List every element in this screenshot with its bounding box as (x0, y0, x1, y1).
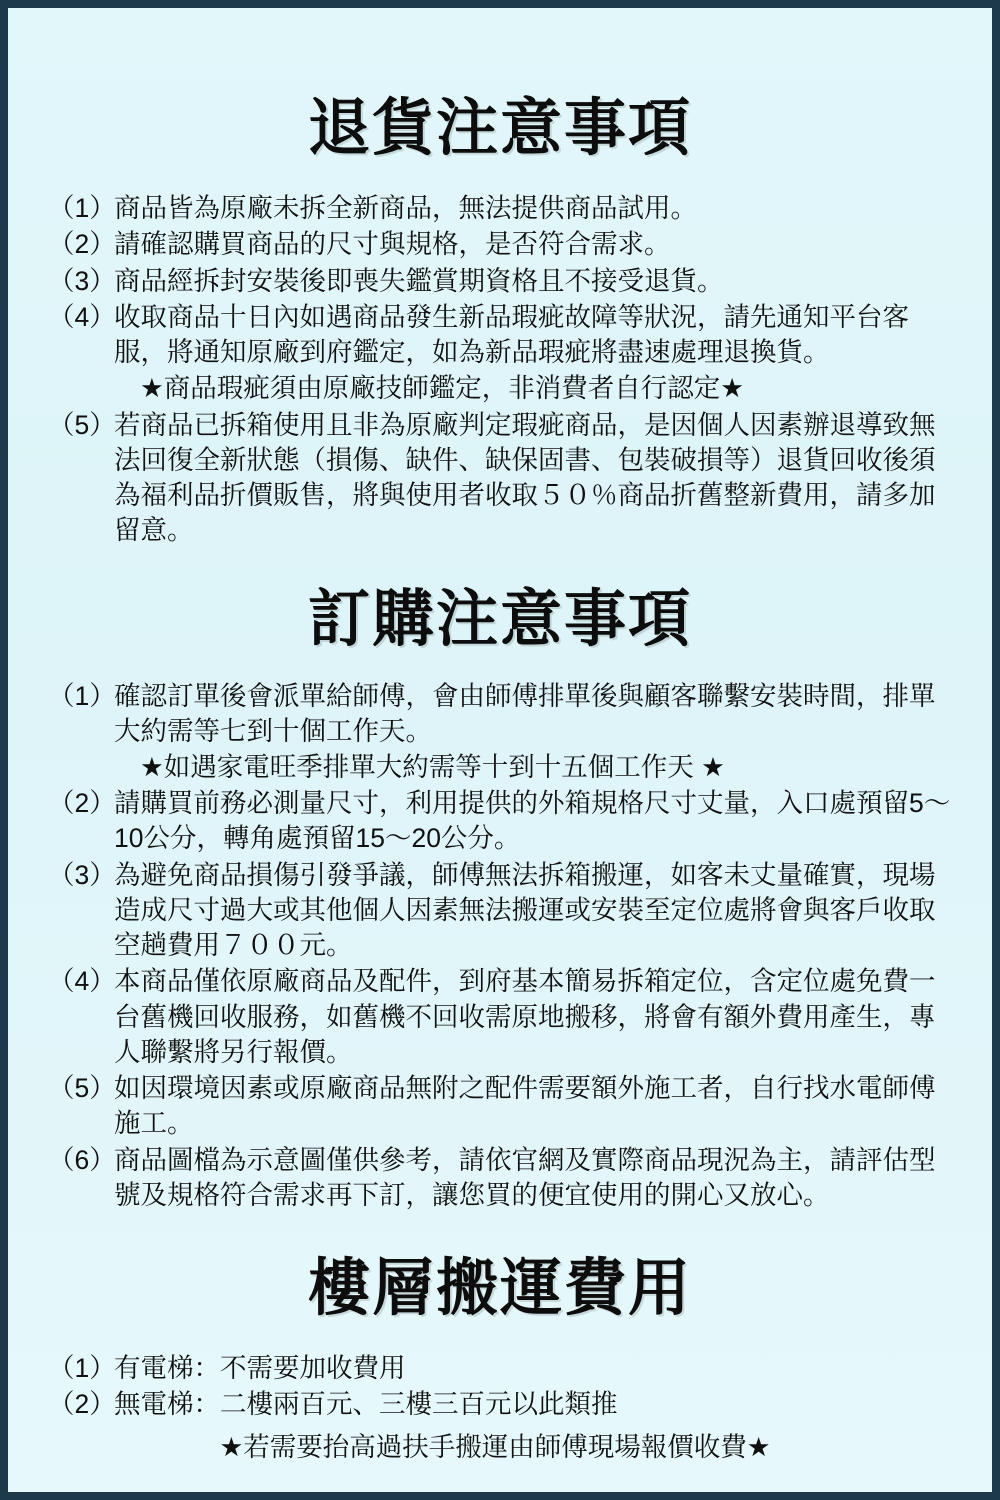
list-text: 有電梯：不需要加收費用 (114, 1353, 406, 1384)
floor-fee-section (8, 1214, 992, 1324)
floor-fee-list (48, 1351, 952, 1422)
list-text: 商品圖檔為示意圖僅供參考，請依官網及實際商品現況為主，請評估型號及規格符合需求再下訂，讓您買的便宜使用的開心又放心。 (114, 1144, 936, 1210)
list-item (48, 858, 952, 964)
list-text: 如因環境因素或原廠商品無附之配件需要額外施工者，自行找水電師傅施工。 (114, 1073, 936, 1139)
list-text: 確認訂單後會派單給師傅，會由師傅排單後與顧客聯繫安裝時間，排單大約需等七到十個工作天。 (114, 680, 936, 746)
list-item (48, 1071, 952, 1141)
list-text: 為避免商品損傷引發爭議，師傅無法拆箱搬運，如客未丈量確實，現場造成尺寸過大或其他個人因素無法搬運或安裝至定位處將會與客戶收取空趟費用７００元。 (114, 859, 936, 961)
order-policy-heading: 訂購注意事項 (307, 585, 692, 655)
list-item (48, 227, 952, 262)
list-text: 若商品已拆箱使用且非為原廠判定瑕疵商品，是因個人因素辦退導致無法回復全新狀態（損傷、缺件、缺保固書、包裝破損等）退貨回收後須為福利品折價販售，將與使用者收取５０％商品折舊整新費用，請多加留意。 (114, 409, 936, 546)
order-policy-list (48, 679, 952, 1214)
list-marker: （2） (48, 1389, 116, 1420)
list-note (48, 371, 952, 406)
list-marker: （1） (48, 1353, 116, 1384)
list-text: 商品皆為原廠未拆全新商品，無法提供商品試用。 (114, 193, 697, 224)
notice-page (8, 8, 992, 1492)
return-policy-section (8, 8, 992, 161)
list-item (48, 1351, 952, 1386)
list-marker: （5） (48, 409, 116, 440)
list-marker: （3） (48, 859, 116, 890)
list-text: 無電梯：二樓兩百元、三樓三百元以此類推 (114, 1389, 618, 1420)
list-text: 商品經拆封安裝後即喪失鑑賞期資格且不接受退貨。 (114, 265, 724, 296)
list-item (48, 786, 952, 856)
list-marker: （2） (48, 229, 116, 260)
list-marker: （4） (48, 966, 116, 997)
peak-season-note: ★如遇家電旺季排單大約需等十到十五個工作天 ★ (140, 752, 725, 782)
list-text: 請購買前務必測量尺寸，利用提供的外箱規格尺寸丈量，入口處預留5～10公分，轉角處預留15～20公分。 (114, 788, 951, 854)
list-item (48, 264, 952, 299)
list-item (48, 191, 952, 226)
return-policy-list (48, 191, 952, 548)
list-marker: （1） (48, 193, 116, 224)
defect-inspection-note: ★商品瑕疵須由原廠技師鑑定，非消費者自行認定★ (140, 373, 745, 404)
list-marker: （3） (48, 265, 116, 296)
list-marker: （2） (48, 788, 116, 819)
list-text: 請確認購買商品的尺寸與規格，是否符合需求。 (114, 229, 671, 260)
list-item (48, 679, 952, 749)
floor-fee-heading: 樓層搬運費用 (307, 1254, 692, 1324)
list-marker: （1） (48, 680, 116, 711)
list-marker: （5） (48, 1073, 116, 1104)
list-item (48, 300, 952, 370)
order-policy-body (8, 679, 992, 1214)
return-policy-heading: 退貨注意事項 (307, 94, 692, 163)
list-marker: （4） (48, 301, 116, 332)
list-note (48, 750, 952, 785)
handrail-lift-note: ★若需要抬高過扶手搬運由師傅現場報價收費★ (219, 1431, 771, 1462)
list-marker: （6） (48, 1144, 116, 1175)
list-text: 本商品僅依原廠商品及配件，到府基本簡易拆箱定位，含定位處免費一台舊機回收服務，如舊機不回收需原地搬移，將會有額外費用產生，專人聯繫將另行報價。 (114, 966, 936, 1067)
order-policy-section (8, 549, 992, 655)
floor-fee-body (8, 1351, 992, 1463)
list-item (48, 1387, 952, 1422)
list-item (48, 964, 952, 1070)
list-text: 收取商品十日內如遇商品發生新品瑕疵故障等狀況，請先通知平台客服，將通知原廠到府鑑定，如為新品瑕疵將盡速處理退換貨。 (114, 301, 909, 368)
list-item (48, 408, 952, 549)
list-item (48, 1143, 952, 1213)
return-policy-body (8, 191, 992, 548)
